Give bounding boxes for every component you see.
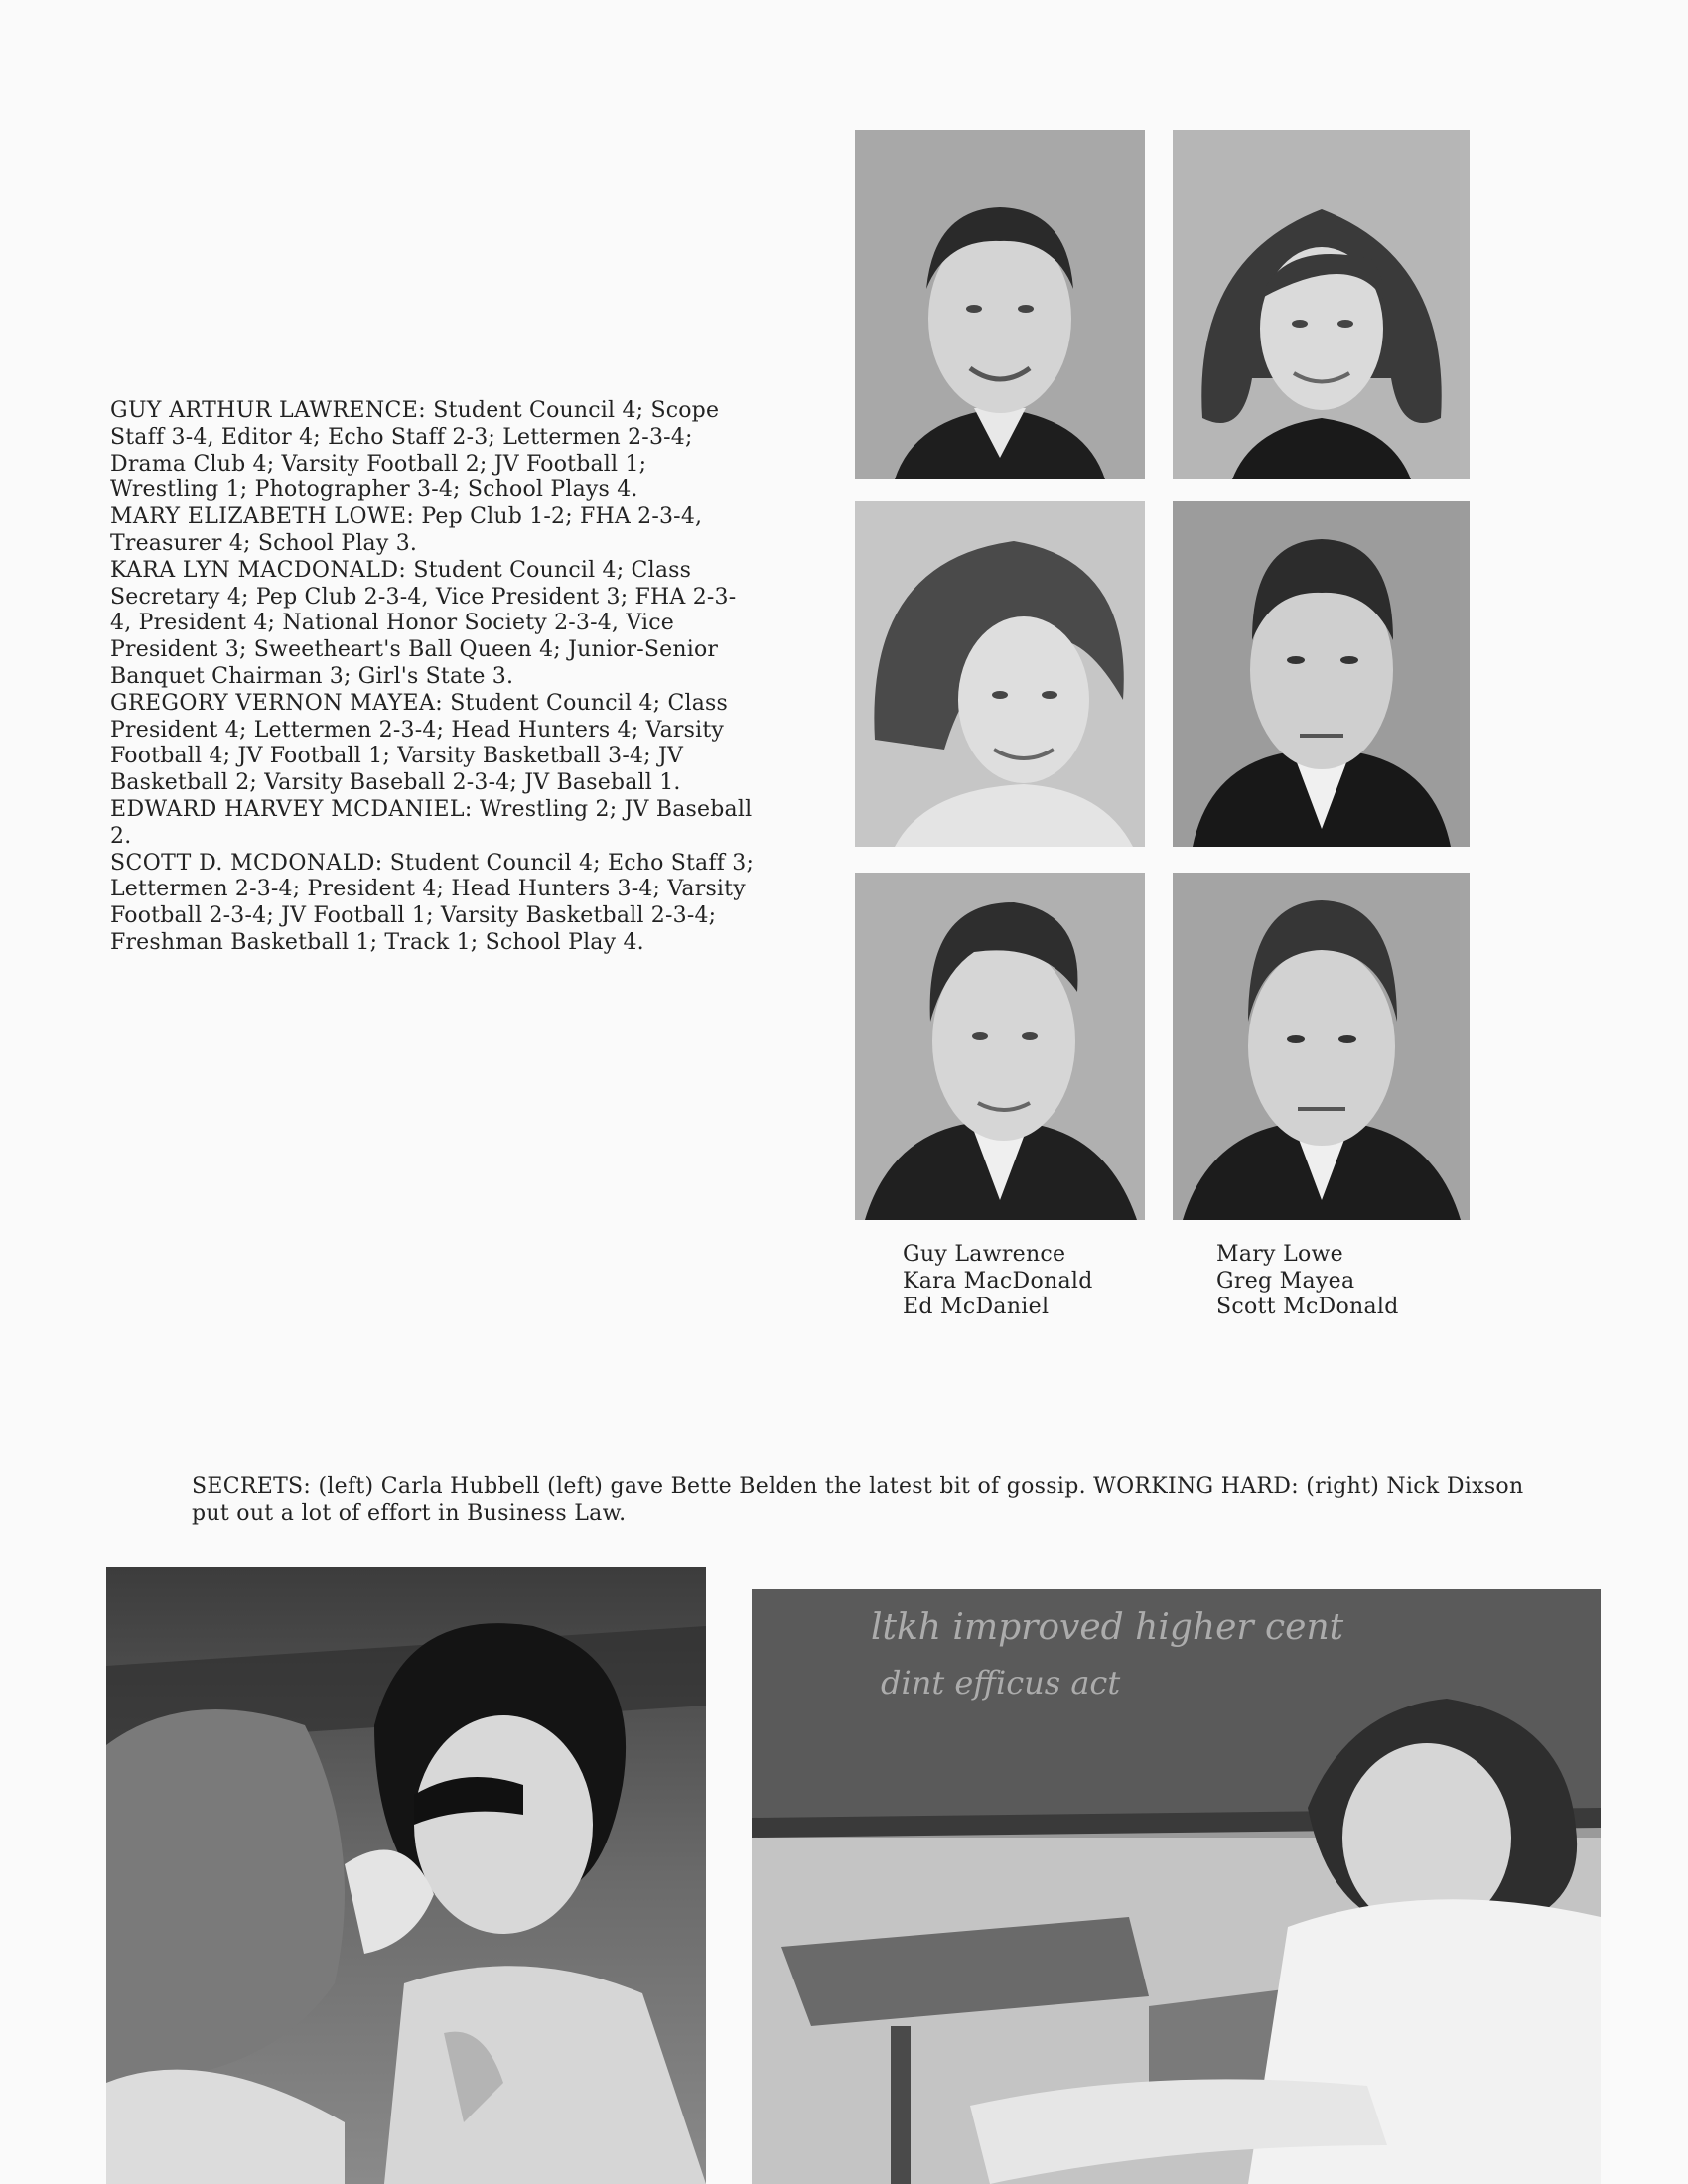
- bio-text: Student Council 4; Class President 4; Lettermen 2-3-4; Head Hunters 4; Varsity Football 4; JV Football 1; Varsity Basketball 3-4; JV Basketball 2; Varsity Baseball 2-3-4; JV Baseball 1.: [110, 690, 729, 796]
- bio-text: Student Council 4; Scope Staff 3-4, Editor 4; Echo Staff 2-3; Lettermen 2-3-4; Drama Club 4; Varsity Football 2; JV Football 1; Wrestling 1; Photographer 3-4; School Plays 4.: [110, 398, 720, 503]
- candid-photo-working-hard: [752, 1589, 1601, 2184]
- portrait-guy-lawrence: [855, 130, 1145, 479]
- bio-entry: [110, 691, 756, 797]
- caption-line: Mary Lowe: [1216, 1242, 1343, 1267]
- portrait-greg-mayea: [1173, 501, 1470, 847]
- bio-name: GUY ARTHUR LAWRENCE:: [110, 398, 427, 423]
- bio-entry: [110, 797, 756, 851]
- candid-photo-secrets: [106, 1567, 706, 2184]
- caption-line: Guy Lawrence: [903, 1242, 1066, 1267]
- bio-entry: [110, 558, 756, 691]
- bio-text: Pep Club 1-2; FHA 2-3-4, Treasurer 4; School Play 3.: [110, 504, 703, 556]
- bio-text: Wrestling 2; JV Baseball 2.: [110, 796, 753, 849]
- candid-photos-caption: SECRETS: (left) Carla Hubbell (left) gave Bette Belden the latest bit of gossip. WORKING HARD: (right) Nick Dixson put out a lot of effort in Business Law.: [192, 1474, 1524, 1526]
- portrait-kara-macdonald: [855, 501, 1145, 847]
- chalkboard-scrawl-line: ltkh improved higher cent: [871, 1607, 1344, 1648]
- portrait-caption-right: [1216, 1242, 1399, 1321]
- bio-name: KARA LYN MACDONALD:: [110, 557, 407, 583]
- bio-entry: [110, 851, 756, 957]
- bio-name: GREGORY VERNON MAYEA:: [110, 690, 444, 716]
- chalkboard-scrawl-line: dint efficus act: [881, 1664, 1121, 1702]
- bio-entry: [110, 398, 756, 504]
- bio-entry: [110, 504, 756, 558]
- caption-line: Ed McDaniel: [903, 1295, 1050, 1319]
- senior-biographies: [110, 398, 756, 957]
- bio-name: SCOTT D. MCDONALD:: [110, 850, 383, 876]
- caption-line: Scott McDonald: [1216, 1295, 1399, 1319]
- caption-line: Greg Mayea: [1216, 1268, 1355, 1294]
- portrait-caption-left: [903, 1242, 1093, 1321]
- caption-line: Kara MacDonald: [903, 1268, 1093, 1294]
- bio-name: MARY ELIZABETH LOWE:: [110, 504, 415, 530]
- portrait-mary-lowe: [1173, 130, 1470, 479]
- bio-text: Student Council 4; Echo Staff 3; Lettermen 2-3-4; President 4; Head Hunters 3-4; Varsity Football 2-3-4; JV Football 1; Varsity Basketball 2-3-4; Freshman Basketball 1; Track 1; School Play 4.: [110, 850, 755, 955]
- portrait-ed-mcdaniel: [855, 873, 1145, 1220]
- portrait-scott-mcdonald: [1173, 873, 1470, 1220]
- bio-text: Student Council 4; Class Secretary 4; Pep Club 2-3-4, Vice President 3; FHA 2-3-4, President 4; National Honor Society 2-3-4, Vice President 3; Sweetheart's Ball Queen 4; Junior-Senior Banquet Chairman 3; Girl's State 3.: [110, 557, 737, 689]
- bio-name: EDWARD HARVEY MCDANIEL:: [110, 796, 473, 822]
